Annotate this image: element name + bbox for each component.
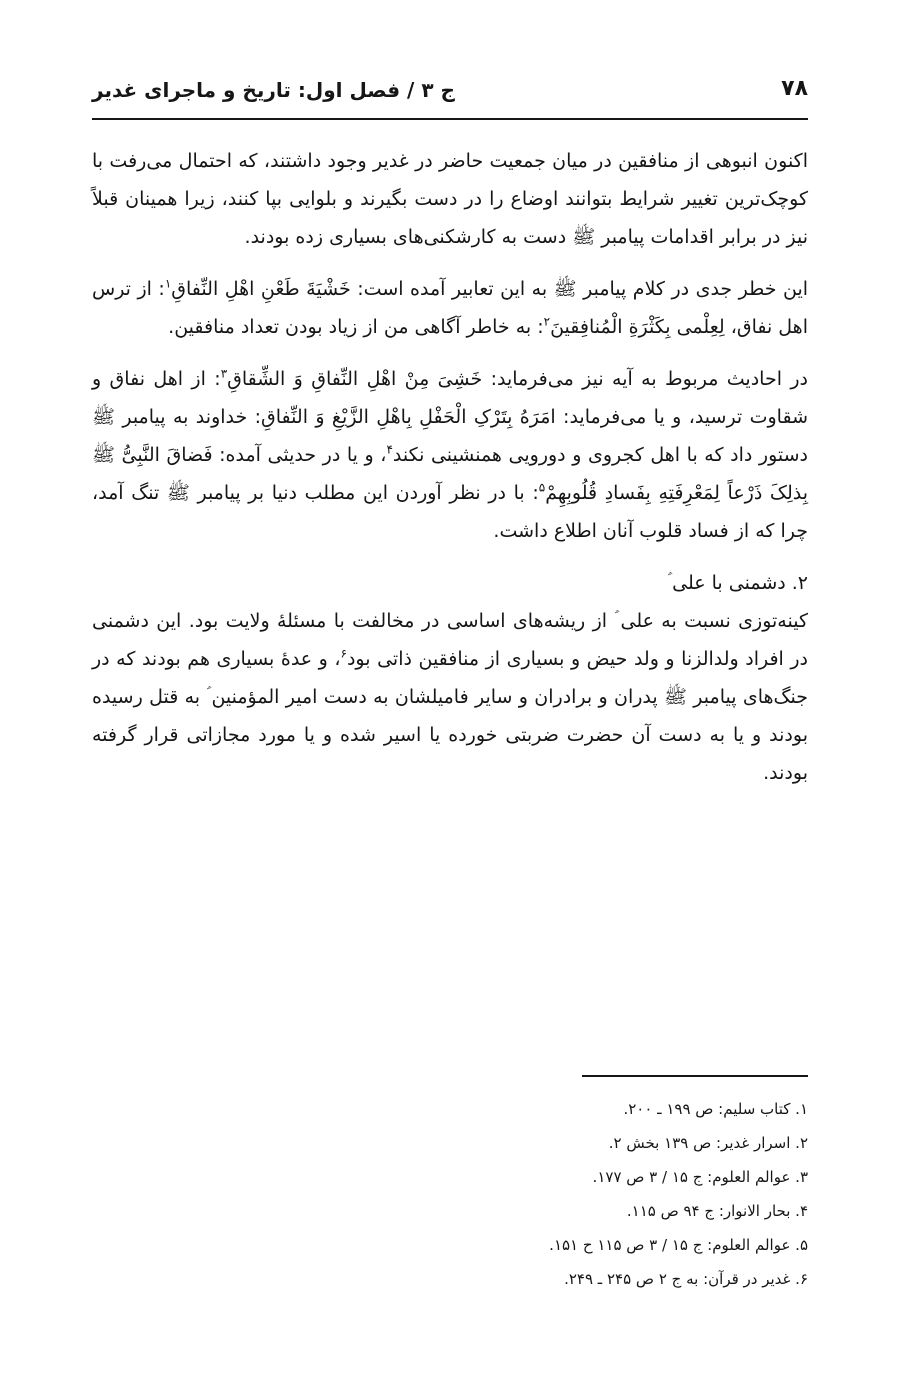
page-number: ۷۸	[781, 76, 808, 101]
footnote-ref[interactable]: ۲	[543, 314, 551, 329]
footnote-ref[interactable]: ۵	[538, 480, 546, 495]
section-heading: ۲. دشمنی با علی ؑ	[667, 572, 808, 594]
arabic-quote: خَشْیَةَ طَعْنِ اهْلِ النِّفاقِ	[171, 278, 351, 300]
footnote-4: ۴. بحار الانوار: ج ۹۴ ص ۱۱۵.	[626, 1202, 808, 1220]
footnote-6: ۶. غدیر در قرآن: به ج ۲ ص ۲۴۵ ـ ۲۴۹.	[564, 1270, 808, 1288]
page-header	[92, 74, 808, 114]
footnote-ref[interactable]: ۳	[220, 366, 228, 381]
arabic-quote: امَرَهُ بِتَرْکِ الْحَفْلِ بِاهْلِ الزَّیْغِ وَ النِّفاقِ	[261, 406, 556, 428]
header-rule	[92, 118, 808, 120]
running-title: ج ۳ / فصل اول: تاریخ و ماجرای غدیر	[92, 78, 455, 102]
book-page	[92, 0, 808, 1390]
footnote-2: ۲. اسرار غدیر: ص ۱۳۹ بخش ۲.	[608, 1134, 808, 1152]
footnote-1: ۱. کتاب سلیم: ص ۱۹۹ ـ ۲۰۰.	[623, 1100, 808, 1118]
footnote-3: ۳. عوالم العلوم: ج ۱۵ / ۳ ص ۱۷۷.	[592, 1168, 808, 1186]
footnote-5: ۵. عوالم العلوم: ج ۱۵ / ۳ ص ۱۱۵ ح ۱۵۱.	[549, 1236, 808, 1254]
footnote-rule	[582, 1075, 808, 1077]
arabic-quote: خَشِیَ مِنْ اهْلِ النِّفاقِ وَ الشِّقاقِ	[227, 368, 483, 390]
arabic-quote: فَضاقَ النَّبِیُّ ﷺ بِذلِکَ ذَرْعاً لِمَعْرِفَتِهِ بِفَسادِ قُلُوبِهِمْ	[92, 444, 808, 504]
paragraph-3: در احادیث مربوط به آیه نیز می‌فرماید: خَشِیَ مِنْ اهْلِ النِّفاقِ وَ الشِّقاقِ$^۳$: از اهل نفاق و شقاوت ترسید، و یا می‌فرماید: امَرَهُ بِتَرْکِ الْحَفْلِ بِاهْلِ الزَّیْغِ وَ النِّفاقِ: خداوند به پیامبر ﷺ دستور داد که با اهل کجروی و دورویی همنشینی نکند$^۴$، و یا در حدیثی آمده: فَضاقَ النَّبِیُّ ﷺ بِذلِکَ ذَرْعاً لِمَعْرِفَتِهِ بِفَسادِ قُلُوبِهِمْ$^۵$: با در نظر آوردن این مطلب دنیا بر پیامبر ﷺ تنگ آمد، چرا که از فساد قلوب آنان اطلاع داشت.	[92, 366, 809, 542]
footnote-ref[interactable]: ۱	[164, 276, 172, 291]
paragraph-1: اکنون انبوهی از منافقین در میان جمعیت حاضر در غدیر وجود داشتند، که احتمال می‌رفت با کوچک‌ترین تغییر شرایط بتوانند اوضاع را در دست بگیرند و بلوایی بپا کنند، زیرا همینان قبلاً نیز در برابر اقدامات پیامبر ﷺ دست به کارشکنی‌های بسیاری زده بودند.	[92, 150, 808, 248]
paragraph-2: این خطر جدی در کلام پیامبر ﷺ به این تعابیر آمده است: خَشْیَةَ طَعْنِ اهْلِ النِّفاقِ$^۱$: از ترس اهل نفاق، لِعِلْمی بِکَثْرَةِ الْمُنافِقینَ$^۲$: به خاطر آگاهی من از زیاد بودن تعداد منافقین.	[92, 276, 809, 338]
footnote-ref[interactable]: ۶	[340, 646, 347, 661]
paragraph-4: کینه‌توزی نسبت به علی ؑ از ریشه‌های اساسی در مخالفت با مسئلهٔ ولایت بود. این دشمنی در افراد ولدالزنا و ولد حیض و بسیاری از منافقین ذاتی بود$^۶$، و عدهٔ بسیاری هم بودند که در جنگ‌های پیامبر ﷺ پدران و برادران و سایر فامیلشان به دست امیر المؤمنین ؑ به قتل رسیده بودند و یا به دست آن حضرت ضربتی خورده یا اسیر شده و یا مورد مجازاتی قرار گرفته بودند.	[92, 610, 809, 784]
body-text	[92, 142, 808, 792]
footnotes	[92, 1092, 808, 1296]
footnote-ref[interactable]: ۴	[386, 442, 393, 457]
arabic-quote: لِعِلْمی بِکَثْرَةِ الْمُنافِقینَ	[550, 316, 725, 338]
